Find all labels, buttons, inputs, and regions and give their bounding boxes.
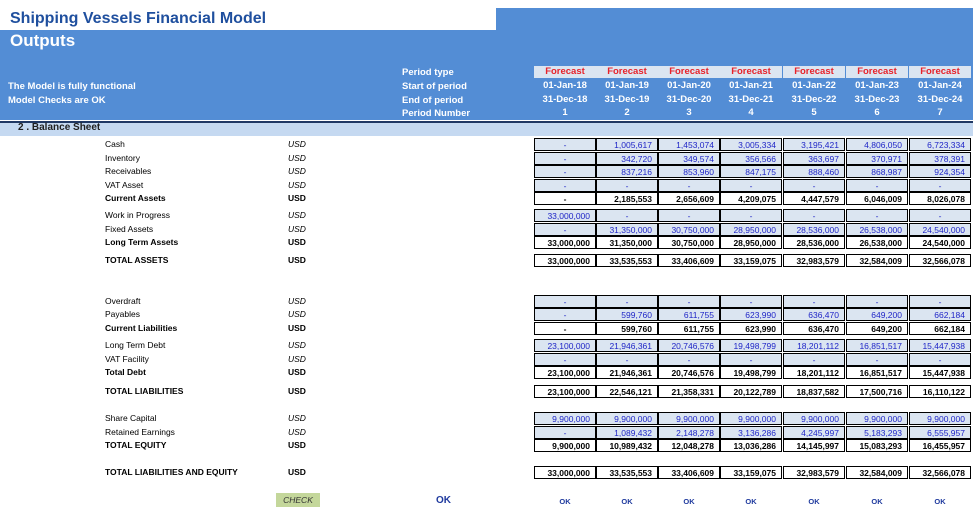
period-type-6: Forecast <box>846 66 908 78</box>
period-start-3: 01-Jan-20 <box>667 80 711 91</box>
value-cell[interactable]: 649,200 <box>846 308 908 321</box>
value-cell[interactable]: - <box>534 353 596 366</box>
value-cell[interactable]: 9,900,000 <box>534 412 596 425</box>
value-cell[interactable]: 349,574 <box>658 152 720 165</box>
value-cell[interactable]: 32,983,579 <box>783 254 845 267</box>
value-cell[interactable]: 24,540,000 <box>909 236 971 249</box>
check-ok-2: OK <box>621 497 633 506</box>
row-unit: USD <box>288 166 306 176</box>
value-cell[interactable]: 22,546,121 <box>596 385 658 398</box>
model-checks-status: Model Checks are OK <box>8 95 106 106</box>
period-type-label: Period type <box>402 67 454 78</box>
value-cell[interactable]: 6,046,009 <box>846 192 908 205</box>
value-cell[interactable]: 28,950,000 <box>720 223 782 236</box>
value-cell[interactable]: - <box>596 353 658 366</box>
value-cell[interactable]: 20,122,789 <box>720 385 782 398</box>
value-cell[interactable]: - <box>783 209 845 222</box>
value-cell[interactable]: - <box>658 353 720 366</box>
value-cell[interactable]: 21,358,331 <box>658 385 720 398</box>
period-start-2: 01-Jan-19 <box>605 80 649 91</box>
row-unit: USD <box>288 367 306 377</box>
row-label: VAT Asset <box>105 180 144 190</box>
title-band <box>496 8 973 30</box>
check-status: OK <box>436 495 451 506</box>
period-number-1: 1 <box>562 107 568 118</box>
period-end-3: 31-Dec-20 <box>666 94 712 105</box>
value-cell[interactable]: 370,971 <box>846 152 908 165</box>
value-cell[interactable]: 9,900,000 <box>846 412 908 425</box>
value-cell[interactable]: 3,136,286 <box>720 426 782 439</box>
row-label: Long Term Assets <box>105 237 179 247</box>
row-unit: USD <box>288 193 306 203</box>
row-unit: USD <box>288 224 306 234</box>
value-cell[interactable]: - <box>534 426 596 439</box>
value-cell[interactable]: 1,453,074 <box>658 138 720 151</box>
value-cell[interactable]: 28,950,000 <box>720 236 782 249</box>
value-cell[interactable]: 12,048,278 <box>658 439 720 452</box>
value-cell[interactable]: 19,498,799 <box>720 339 782 352</box>
value-cell[interactable]: 20,746,576 <box>658 366 720 379</box>
row-label: Inventory <box>105 153 140 163</box>
value-cell[interactable]: 31,350,000 <box>596 236 658 249</box>
value-cell[interactable]: 611,755 <box>658 322 720 335</box>
row-unit: USD <box>288 210 306 220</box>
value-cell[interactable]: - <box>658 295 720 308</box>
value-cell[interactable]: 23,100,000 <box>534 339 596 352</box>
value-cell[interactable]: 33,000,000 <box>534 466 596 479</box>
value-cell[interactable]: - <box>783 179 845 192</box>
row-unit: USD <box>288 354 306 364</box>
value-cell[interactable]: - <box>720 179 782 192</box>
row-unit: USD <box>288 296 306 306</box>
row-unit: USD <box>288 309 306 319</box>
value-cell[interactable]: 599,760 <box>596 308 658 321</box>
value-cell[interactable]: 356,566 <box>720 152 782 165</box>
value-cell[interactable]: 30,750,000 <box>658 223 720 236</box>
value-cell[interactable]: - <box>909 295 971 308</box>
value-cell[interactable]: 24,540,000 <box>909 223 971 236</box>
value-cell[interactable]: 853,960 <box>658 165 720 178</box>
value-cell[interactable]: - <box>783 353 845 366</box>
value-cell[interactable]: - <box>783 295 845 308</box>
check-button[interactable]: CHECK <box>276 493 320 507</box>
value-cell[interactable]: - <box>596 209 658 222</box>
value-cell[interactable]: 18,201,112 <box>783 366 845 379</box>
value-cell[interactable]: - <box>534 192 596 205</box>
row-unit: USD <box>288 467 306 477</box>
value-cell[interactable]: 636,470 <box>783 308 845 321</box>
value-cell[interactable]: - <box>534 138 596 151</box>
value-cell[interactable]: 14,145,997 <box>783 439 845 452</box>
value-cell[interactable]: 31,350,000 <box>596 223 658 236</box>
row-unit: USD <box>288 440 306 450</box>
start-period-label: Start of period <box>402 81 467 92</box>
value-cell[interactable]: - <box>909 209 971 222</box>
value-cell[interactable]: - <box>534 308 596 321</box>
row-unit: USD <box>288 255 306 265</box>
value-cell[interactable]: - <box>534 223 596 236</box>
row-unit: USD <box>288 427 306 437</box>
value-cell[interactable]: 33,159,075 <box>720 466 782 479</box>
value-cell[interactable]: 847,175 <box>720 165 782 178</box>
value-cell[interactable]: 32,584,009 <box>846 466 908 479</box>
value-cell[interactable]: 599,760 <box>596 322 658 335</box>
row-unit: USD <box>288 153 306 163</box>
period-number-6: 6 <box>874 107 880 118</box>
value-cell[interactable]: 33,406,609 <box>658 254 720 267</box>
model-functional-status: The Model is fully functional <box>8 81 136 92</box>
period-end-7: 31-Dec-24 <box>917 94 963 105</box>
value-cell[interactable]: - <box>534 295 596 308</box>
value-cell[interactable]: 5,183,293 <box>846 426 908 439</box>
value-cell[interactable]: - <box>596 179 658 192</box>
value-cell[interactable]: 378,391 <box>909 152 971 165</box>
value-cell[interactable]: 363,697 <box>783 152 845 165</box>
value-cell[interactable]: 649,200 <box>846 322 908 335</box>
value-cell[interactable]: - <box>846 353 908 366</box>
value-cell[interactable]: 8,026,078 <box>909 192 971 205</box>
value-cell[interactable]: 9,900,000 <box>909 412 971 425</box>
period-type-3: Forecast <box>658 66 720 78</box>
value-cell[interactable]: 342,720 <box>596 152 658 165</box>
value-cell[interactable]: 4,447,579 <box>783 192 845 205</box>
row-label: Payables <box>105 309 140 319</box>
period-number-2: 2 <box>624 107 630 118</box>
value-cell[interactable]: 3,195,421 <box>783 138 845 151</box>
value-cell[interactable]: 4,806,050 <box>846 138 908 151</box>
value-cell[interactable]: 26,538,000 <box>846 236 908 249</box>
period-start-6: 01-Jan-23 <box>855 80 899 91</box>
value-cell[interactable]: 4,245,997 <box>783 426 845 439</box>
value-cell[interactable]: 10,989,432 <box>596 439 658 452</box>
check-ok-6: OK <box>871 497 883 506</box>
period-start-7: 01-Jan-24 <box>918 80 962 91</box>
value-cell[interactable]: 3,005,334 <box>720 138 782 151</box>
value-cell[interactable]: - <box>596 295 658 308</box>
period-type-2: Forecast <box>596 66 658 78</box>
row-label: Total Debt <box>105 367 146 377</box>
period-start-1: 01-Jan-18 <box>543 80 587 91</box>
row-label: TOTAL LIABILITIES AND EQUITY <box>105 467 238 477</box>
value-cell[interactable]: 28,536,000 <box>783 223 845 236</box>
value-cell[interactable]: 23,100,000 <box>534 366 596 379</box>
value-cell[interactable]: 4,209,075 <box>720 192 782 205</box>
row-label: Fixed Assets <box>105 224 154 234</box>
value-cell[interactable]: 16,110,122 <box>909 385 971 398</box>
check-ok-3: OK <box>683 497 695 506</box>
check-ok-7: OK <box>934 497 946 506</box>
row-label: Cash <box>105 139 125 149</box>
value-cell[interactable]: 6,723,334 <box>909 138 971 151</box>
value-cell[interactable]: 662,184 <box>909 322 971 335</box>
value-cell[interactable]: 33,159,075 <box>720 254 782 267</box>
value-cell[interactable]: - <box>846 179 908 192</box>
value-cell[interactable]: 23,100,000 <box>534 385 596 398</box>
period-end-5: 31-Dec-22 <box>791 94 837 105</box>
row-label: Long Term Debt <box>105 340 166 350</box>
value-cell[interactable]: 30,750,000 <box>658 236 720 249</box>
value-cell[interactable]: - <box>534 152 596 165</box>
value-cell[interactable]: 1,005,617 <box>596 138 658 151</box>
value-cell[interactable]: 6,555,957 <box>909 426 971 439</box>
value-cell[interactable]: - <box>534 165 596 178</box>
check-ok-4: OK <box>745 497 757 506</box>
value-cell[interactable]: 1,089,432 <box>596 426 658 439</box>
value-cell[interactable]: 13,036,286 <box>720 439 782 452</box>
value-cell[interactable]: 33,535,553 <box>596 254 658 267</box>
value-cell[interactable]: 21,946,361 <box>596 366 658 379</box>
value-cell[interactable]: - <box>909 179 971 192</box>
value-cell[interactable]: - <box>658 209 720 222</box>
value-cell[interactable]: 21,946,361 <box>596 339 658 352</box>
value-cell[interactable]: - <box>846 295 908 308</box>
value-cell[interactable]: 33,000,000 <box>534 236 596 249</box>
period-end-2: 31-Dec-19 <box>604 94 650 105</box>
value-cell[interactable]: 837,216 <box>596 165 658 178</box>
period-end-6: 31-Dec-23 <box>854 94 900 105</box>
row-label: Receivables <box>105 166 152 176</box>
value-cell[interactable]: - <box>720 353 782 366</box>
value-cell[interactable]: 9,900,000 <box>596 412 658 425</box>
period-end-1: 31-Dec-18 <box>542 94 588 105</box>
period-start-5: 01-Jan-22 <box>792 80 836 91</box>
value-cell[interactable]: 19,498,799 <box>720 366 782 379</box>
value-cell[interactable]: 16,851,517 <box>846 339 908 352</box>
row-label: Overdraft <box>105 296 141 306</box>
row-label: TOTAL LIABILITIES <box>105 386 184 396</box>
row-label: Current Assets <box>105 193 166 203</box>
value-cell[interactable]: 9,900,000 <box>658 412 720 425</box>
value-cell[interactable]: 20,746,576 <box>658 339 720 352</box>
value-cell[interactable]: 868,987 <box>846 165 908 178</box>
value-cell[interactable]: 18,837,582 <box>783 385 845 398</box>
value-cell[interactable]: - <box>720 209 782 222</box>
value-cell[interactable]: 32,566,078 <box>909 466 971 479</box>
period-start-4: 01-Jan-21 <box>729 80 773 91</box>
end-period-label: End of period <box>402 95 464 106</box>
row-unit: USD <box>288 386 306 396</box>
value-cell[interactable]: 18,201,112 <box>783 339 845 352</box>
row-unit: USD <box>288 139 306 149</box>
row-label: TOTAL ASSETS <box>105 255 169 265</box>
value-cell[interactable]: 32,983,579 <box>783 466 845 479</box>
row-label: Retained Earnings <box>105 427 175 437</box>
value-cell[interactable]: 611,755 <box>658 308 720 321</box>
period-number-7: 7 <box>937 107 943 118</box>
value-cell[interactable]: 9,900,000 <box>534 439 596 452</box>
period-type-4: Forecast <box>720 66 782 78</box>
row-label: TOTAL EQUITY <box>105 440 167 450</box>
period-type-7: Forecast <box>909 66 971 78</box>
value-cell[interactable]: 9,900,000 <box>783 412 845 425</box>
value-cell[interactable]: 33,000,000 <box>534 254 596 267</box>
value-cell[interactable]: 15,447,938 <box>909 366 971 379</box>
period-end-4: 31-Dec-21 <box>728 94 774 105</box>
value-cell[interactable]: 32,566,078 <box>909 254 971 267</box>
check-ok-5: OK <box>808 497 820 506</box>
row-label: Share Capital <box>105 413 157 423</box>
value-cell[interactable]: - <box>846 209 908 222</box>
value-cell[interactable]: 16,851,517 <box>846 366 908 379</box>
value-cell[interactable]: 17,500,716 <box>846 385 908 398</box>
period-type-5: Forecast <box>783 66 845 78</box>
row-unit: USD <box>288 340 306 350</box>
value-cell[interactable]: 2,656,609 <box>658 192 720 205</box>
value-cell[interactable]: 9,900,000 <box>720 412 782 425</box>
row-label: VAT Facility <box>105 354 149 364</box>
row-unit: USD <box>288 237 306 247</box>
value-cell[interactable]: 623,990 <box>720 308 782 321</box>
value-cell[interactable]: 623,990 <box>720 322 782 335</box>
value-cell[interactable]: 15,447,938 <box>909 339 971 352</box>
period-type-1: Forecast <box>534 66 596 78</box>
page-subtitle: Outputs <box>10 31 76 50</box>
value-cell[interactable]: 33,406,609 <box>658 466 720 479</box>
value-cell[interactable]: 2,148,278 <box>658 426 720 439</box>
section-bar <box>0 121 973 136</box>
value-cell[interactable]: 636,470 <box>783 322 845 335</box>
row-label: Current Liabilities <box>105 323 178 333</box>
value-cell[interactable]: 16,455,957 <box>909 439 971 452</box>
section-title: 2 . Balance Sheet <box>18 122 101 133</box>
value-cell[interactable]: 924,354 <box>909 165 971 178</box>
value-cell[interactable]: 33,535,553 <box>596 466 658 479</box>
row-unit: USD <box>288 180 306 190</box>
value-cell[interactable]: 2,185,553 <box>596 192 658 205</box>
value-cell[interactable]: 28,536,000 <box>783 236 845 249</box>
row-unit: USD <box>288 413 306 423</box>
value-cell[interactable]: 32,584,009 <box>846 254 908 267</box>
value-cell[interactable]: - <box>720 295 782 308</box>
period-number-label: Period Number <box>402 108 471 119</box>
value-cell[interactable]: - <box>909 353 971 366</box>
row-label: Work in Progress <box>105 210 171 220</box>
check-ok-1: OK <box>559 497 571 506</box>
period-number-4: 4 <box>748 107 754 118</box>
value-cell[interactable]: 26,538,000 <box>846 223 908 236</box>
value-cell[interactable]: - <box>534 322 596 335</box>
value-cell[interactable]: 33,000,000 <box>534 209 596 222</box>
value-cell[interactable]: - <box>534 179 596 192</box>
value-cell[interactable]: 662,184 <box>909 308 971 321</box>
period-number-3: 3 <box>686 107 692 118</box>
value-cell[interactable]: - <box>658 179 720 192</box>
row-unit: USD <box>288 323 306 333</box>
value-cell[interactable]: 15,083,293 <box>846 439 908 452</box>
value-cell[interactable]: 888,460 <box>783 165 845 178</box>
model-title: Shipping Vessels Financial Model <box>10 10 267 27</box>
period-number-5: 5 <box>811 107 817 118</box>
